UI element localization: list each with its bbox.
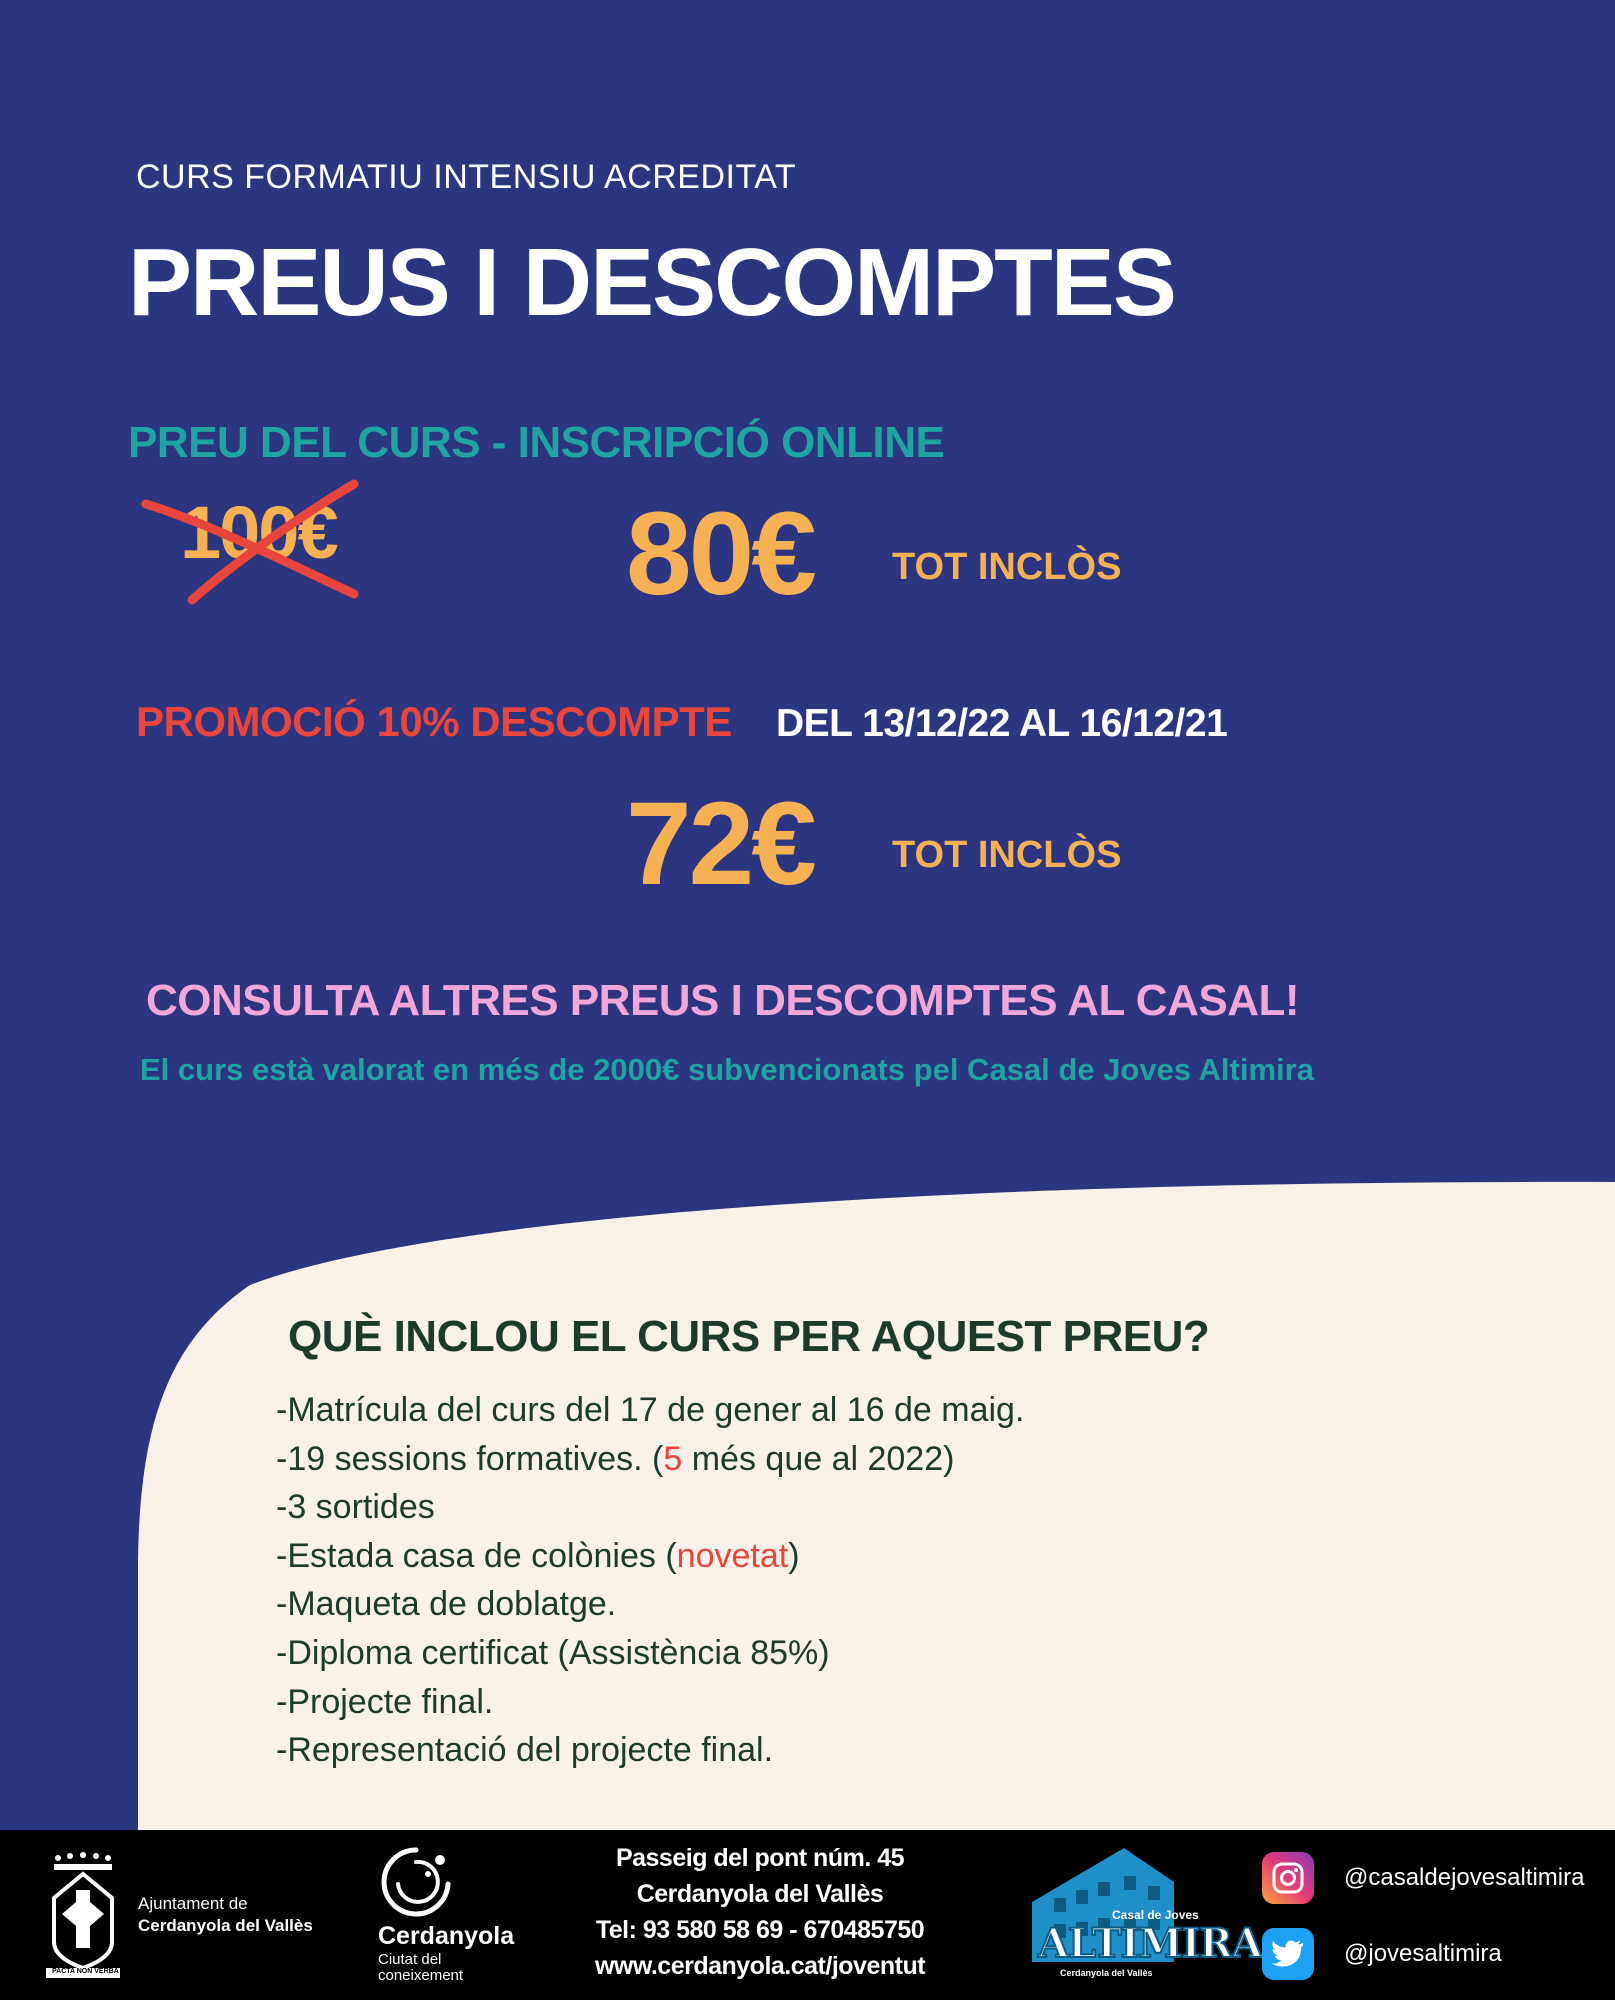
list-item: -3 sortides: [276, 1488, 435, 1527]
address-website[interactable]: www.cerdanyola.cat/joventut: [594, 1952, 926, 1980]
list-item-text: -19 sessions formatives. (: [276, 1439, 664, 1478]
list-item: [276, 1532, 1024, 1581]
course-subtitle: CURS FORMATIU INTENSIU ACREDITAT: [136, 158, 797, 196]
highlight-number: 5: [663, 1439, 683, 1478]
altimira-casal-text: Casal de Joves: [1112, 1908, 1199, 1922]
address-city: Cerdanyola del Vallès: [636, 1880, 884, 1908]
page-title: PREUS I DESCOMPTES: [128, 229, 1175, 336]
list-item: -Matrícula del curs del 17 de gener al 16 de maig.: [276, 1391, 1025, 1429]
list-item: -Projecte final.: [276, 1682, 494, 1721]
address-street: Passeig del pont núm. 45: [615, 1844, 905, 1872]
list-item: -Representació del projecte final.: [276, 1731, 774, 1770]
address-phone: Tel: 93 580 58 69 - 670485750: [595, 1916, 925, 1944]
promo-heading: PROMOCIÓ 10% DESCOMPTE: [136, 698, 732, 745]
strikethrough-cross-icon: [140, 476, 370, 608]
cerdanyola-swirl-logo: [378, 1844, 454, 1920]
list-item-text: ): [788, 1536, 800, 1575]
list-item-text: -Estada casa de colònies (: [276, 1536, 677, 1575]
promo-dates: DEL 13/12/22 AL 16/12/21: [776, 702, 1228, 745]
ajuntament-shield-logo: [40, 1850, 126, 1980]
highlight-novelty: novetat: [676, 1536, 789, 1575]
ciutat-line2: coneixement: [378, 1967, 464, 1984]
valuation-note: El curs està valorat en més de 2000€ subvencionats pel Casal de Joves Altimira: [140, 1052, 1314, 1087]
online-price: 80€: [626, 488, 814, 620]
promo-price: 72€: [626, 778, 814, 910]
promo-price-note: TOT INCLÒS: [892, 834, 1122, 876]
motto-text: PACTA NON VERBA: [52, 1968, 119, 1975]
ajuntament-line2: Cerdanyola del Vallès: [138, 1916, 313, 1935]
ajuntament-line1: Ajuntament de: [138, 1894, 248, 1913]
consulta-notice: CONSULTA ALTRES PREUS I DESCOMPTES AL CASAL!: [146, 976, 1300, 1025]
list-item: -Maqueta de doblatge.: [276, 1585, 617, 1624]
altimira-logo-text: ALTIMIRA: [1038, 1920, 1262, 1967]
instagram-icon[interactable]: [1262, 1852, 1314, 1904]
cerdanyola-wordmark: Cerdanyola: [378, 1922, 515, 1950]
list-item: -Diploma certificat (Assistència 85%): [276, 1633, 830, 1672]
includes-title: QUÈ INCLOU EL CURS PER AQUEST PREU?: [288, 1312, 1210, 1361]
includes-list: [276, 1386, 1024, 1775]
online-price-heading: PREU DEL CURS - INSCRIPCIÓ ONLINE: [128, 418, 945, 467]
contact-address: [560, 1840, 960, 1984]
instagram-handle[interactable]: @casaldejovesaltimira: [1344, 1864, 1585, 1891]
ciutat-line1: Ciutat del: [378, 1951, 442, 1968]
twitter-icon[interactable]: [1262, 1928, 1314, 1980]
online-price-note: TOT INCLÒS: [892, 546, 1122, 588]
list-item: [276, 1435, 1024, 1484]
twitter-handle[interactable]: @jovesaltimira: [1344, 1940, 1502, 1967]
old-price: 100€: [180, 491, 337, 574]
list-item-text: més que al 2022): [682, 1439, 955, 1478]
altimira-sub-text: Cerdanyola del Vallès: [1060, 1968, 1153, 1978]
